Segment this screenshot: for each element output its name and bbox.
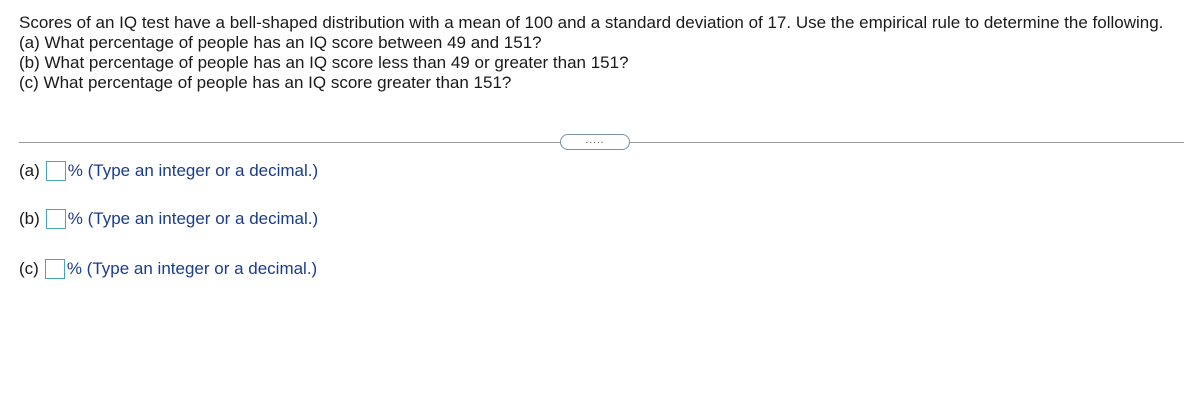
answer-hint-a: % (Type an integer or a decimal.) (67, 161, 319, 180)
answer-input-a[interactable] (46, 161, 66, 181)
question-part-a: (a) What percentage of people has an IQ score between 49 and 151? (19, 33, 542, 52)
answer-label-c: (c) (19, 259, 39, 278)
answer-input-b[interactable] (46, 209, 66, 229)
question-part-b: (b) What percentage of people has an IQ score less than 49 or greater than 151? (19, 53, 629, 72)
answer-hint-b: % (Type an integer or a decimal.) (67, 209, 319, 228)
question-text (19, 13, 1184, 93)
expand-more-button[interactable]: ..... (560, 134, 630, 150)
answer-hint-c: % (Type an integer or a decimal.) (66, 259, 318, 278)
answer-row-b (19, 207, 318, 231)
answer-label-a: (a) (19, 161, 40, 180)
answer-input-c[interactable] (45, 259, 65, 279)
answer-row-a (19, 159, 318, 183)
section-divider (19, 133, 1184, 153)
answer-label-b: (b) (19, 209, 40, 228)
question-intro: Scores of an IQ test have a bell-shaped distribution with a mean of 100 and a standard deviation of 17. Use the empirical rule to determine the following. (19, 13, 1164, 32)
question-part-c: (c) What percentage of people has an IQ score greater than 151? (19, 73, 512, 92)
answer-row-c (19, 257, 317, 281)
